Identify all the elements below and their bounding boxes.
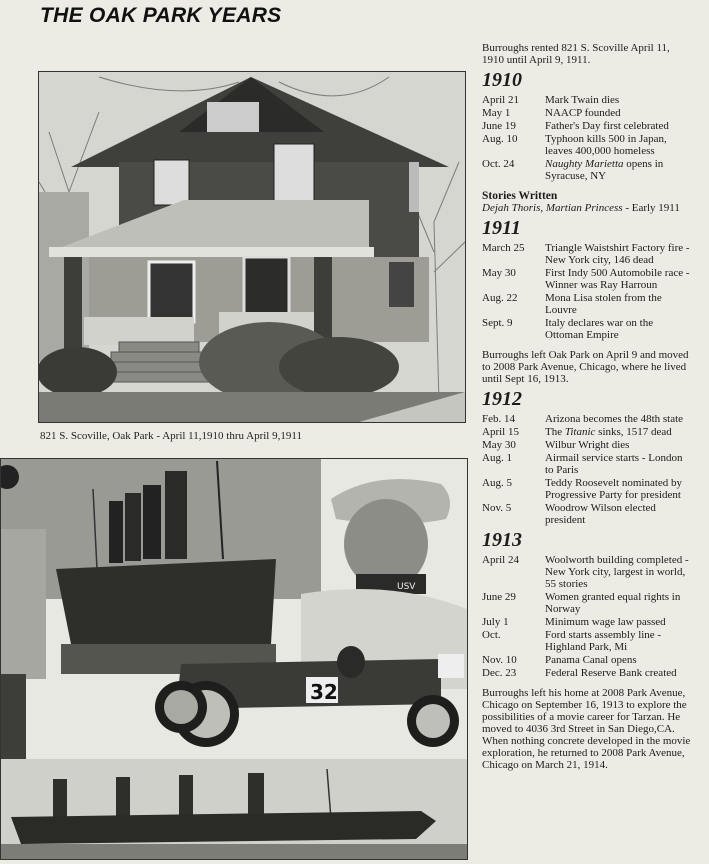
event-date: Aug. 5 [482,477,512,489]
event-text-pre: The [545,426,565,438]
event-text: Minimum wage law passed [545,616,666,628]
event-date: July 1 [482,616,509,628]
event-date: Oct. 24 [482,158,515,170]
event-text: Panama Canal opens [545,654,637,666]
timeline-event [482,616,692,628]
event-date: April 15 [482,426,519,438]
story-title: Dejah Thoris, Martian Princess [482,202,623,214]
stories-line [482,202,692,214]
left-oak-park-paragraph: Burroughs left Oak Park on April 9 and moved to 2008 Park Avenue, Chicago, where he lived until Sept 16, 1913. [482,349,689,385]
event-date: May 30 [482,267,516,279]
event-text: Wilbur Wright dies [545,439,630,451]
timeline-event [482,426,692,438]
event-date: March 25 [482,242,525,254]
timeline-event [482,452,692,476]
event-date: Feb. 14 [482,413,515,425]
timeline-event [482,158,692,182]
timeline-event [482,292,692,316]
event-text: First Indy 500 Automobile race - Winner was Ray Harroun [545,267,690,291]
intro-paragraph: Burroughs rented 821 S. Scoville April 11, 1910 until April 9, 1911. [482,42,670,66]
event-date: Aug. 22 [482,292,518,304]
photo-collage [0,458,468,860]
event-date: Aug. 1 [482,452,512,464]
timeline-event [482,133,692,157]
event-date: Aug. 10 [482,133,518,145]
event-text-italic: Naughty Marietta [545,158,624,170]
timeline-event [482,667,692,679]
story-date: - Early 1911 [622,202,680,214]
year-heading-1911: 1911 [482,217,521,239]
event-text: Teddy Roosevelt nominated by Progressive Party for president [545,477,683,501]
event-date: June 19 [482,120,516,132]
event-text: Ford starts assembly line - Highland Park, Mi [545,629,662,653]
event-text: Typhoon kills 500 in Japan, leaves 400,000 homeless [545,133,667,157]
timeline-event [482,629,692,653]
timeline-event [482,439,692,451]
timeline-column [482,42,692,774]
titanic-illustration [1,759,467,859]
event-date: Dec. 23 [482,667,517,679]
event-text: Airmail service starts - London to Paris [545,452,683,476]
event-date: April 21 [482,94,519,106]
event-text-italic: Titanic [564,426,596,438]
event-date: Oct. [482,629,501,641]
timeline-event [482,317,692,341]
timeline-event [482,554,692,590]
timeline-event [482,502,692,526]
event-date: May 1 [482,107,511,119]
event-text [545,426,692,438]
event-date: Sept. 9 [482,317,513,329]
event-date: May 30 [482,439,516,451]
event-date: June 29 [482,591,516,603]
event-date: Nov. 5 [482,502,512,514]
year-heading-1913: 1913 [482,529,522,551]
event-text [545,158,692,182]
timeline-event [482,591,692,615]
event-date: April 24 [482,554,519,566]
event-text: Arizona becomes the 48th state [545,413,684,425]
timeline-event [482,242,692,266]
event-text-rest: sinks, 1517 dead [595,426,672,438]
timeline-event [482,654,692,666]
year-heading-1912: 1912 [482,388,522,410]
timeline-event [482,267,692,291]
event-text: Women granted equal rights in Norway [545,591,681,615]
event-text: Woodrow Wilson elected president [545,502,656,526]
event-text-rest: opens in Syracuse, NY [545,158,664,182]
timeline-event [482,107,692,119]
timeline-event [482,94,692,106]
house-photo [38,71,466,423]
car-number: 32 [310,680,338,704]
page-title: THE OAK PARK YEARS [40,4,282,27]
house-photo-caption: 821 S. Scoville, Oak Park - April 11,1910 thru April 9,1911 [40,430,302,442]
event-text: Father's Day first celebrated [545,120,669,132]
event-text: Mark Twain dies [545,94,620,106]
timeline-event [482,477,692,501]
event-text: Mona Lisa stolen from the Louvre [545,292,662,316]
event-text: Italy declares war on the Ottoman Empire [545,317,654,341]
year-heading-1910: 1910 [482,69,522,91]
stories-heading: Stories Written [482,190,558,202]
collar-text: USV [397,582,416,592]
event-text: Triangle Waistshirt Factory fire - New York city, 146 dead [545,242,690,266]
timeline-event [482,120,692,132]
timeline-event [482,413,692,425]
event-text: Federal Reserve Bank created [545,667,677,679]
event-text: NAACP founded [545,107,621,119]
event-date: Nov. 10 [482,654,517,666]
closing-paragraph: Burroughs left his home at 2008 Park Avenue, Chicago on September 16, 1913 to explore the possibilities of a movie career for Tarzan. He moved to 4036 3rd Street in San Diego,CA. When nothing concrete developed in the movie exploration, he returned to 2008 Park Avenue, Chicago on March 21, 1914. [482,687,691,771]
event-text: Woolworth building completed - New York city, largest in world, 55 stories [545,554,689,590]
